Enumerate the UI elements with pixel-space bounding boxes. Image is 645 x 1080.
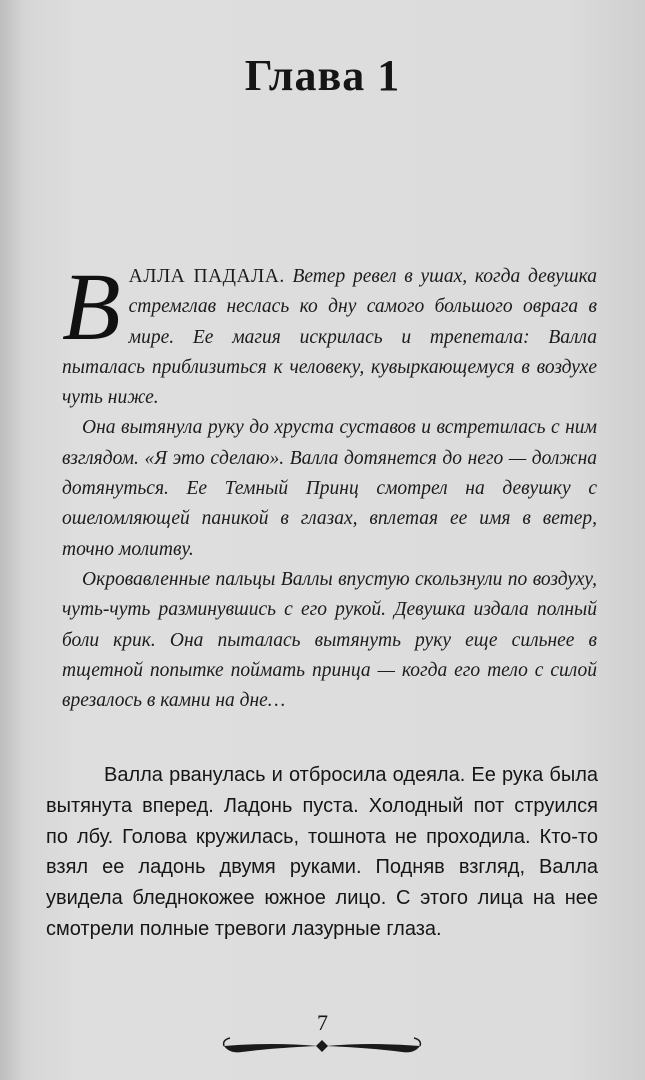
ornament-divider-icon [222, 1032, 422, 1056]
drop-cap: В [62, 253, 121, 360]
lead-in-caps: АЛЛА ПАДАЛА. [128, 266, 285, 287]
prologue-paragraph-1-text: Ветер ревел в ушах, когда девушка стремглав неслась ко дну самого большого оврага в мире. Ее магия искрилась и трепетала: Валла пыталась приблизиться к человеку, кувыркающемуся в воздухе чуть ниже. [62, 266, 597, 409]
prologue-paragraph-3: Окровавленные пальцы Валлы впустую скользнули по воздуху, чуть-чуть разминувшись с его рукой. Девушка издала полный боли крик. Она пыталась вытянуть руку еще сильнее в тщетной попытке поймать принца — когда его тело с силой врезалось в камни на дне… [62, 568, 597, 712]
chapter-title: Глава 1 [244, 51, 401, 100]
body-paragraph-1: Валла рванулась и отбросила одеяла. Ее рука была вытянута вперед. Ладонь пуста. Холодный пот струился по лбу. Голова кружилась, тошнота не проходила. Кто-то взял ее ладонь двумя руками. Подняв взгляд, Валла увидела бледнокожее южное лицо. С этого лица на нее смотрели полные тревоги лазурные глаза. [46, 764, 598, 940]
prologue-text [62, 253, 597, 716]
page-number: 7 [317, 1010, 328, 1035]
body-text [46, 760, 598, 945]
page-footer [0, 1010, 645, 1060]
prologue-paragraph-2: Она вытянула руку до хруста суставов и встретилась с ним взглядом. «Я это сделаю». Валла дотянется до него — должна дотянуться. Ее Темный Принц смотрел на девушку с ошеломляющей паникой в глазах, вплетая ее имя в ветер, точно молитву. [62, 417, 597, 560]
prologue-paragraph-1 [62, 253, 597, 413]
